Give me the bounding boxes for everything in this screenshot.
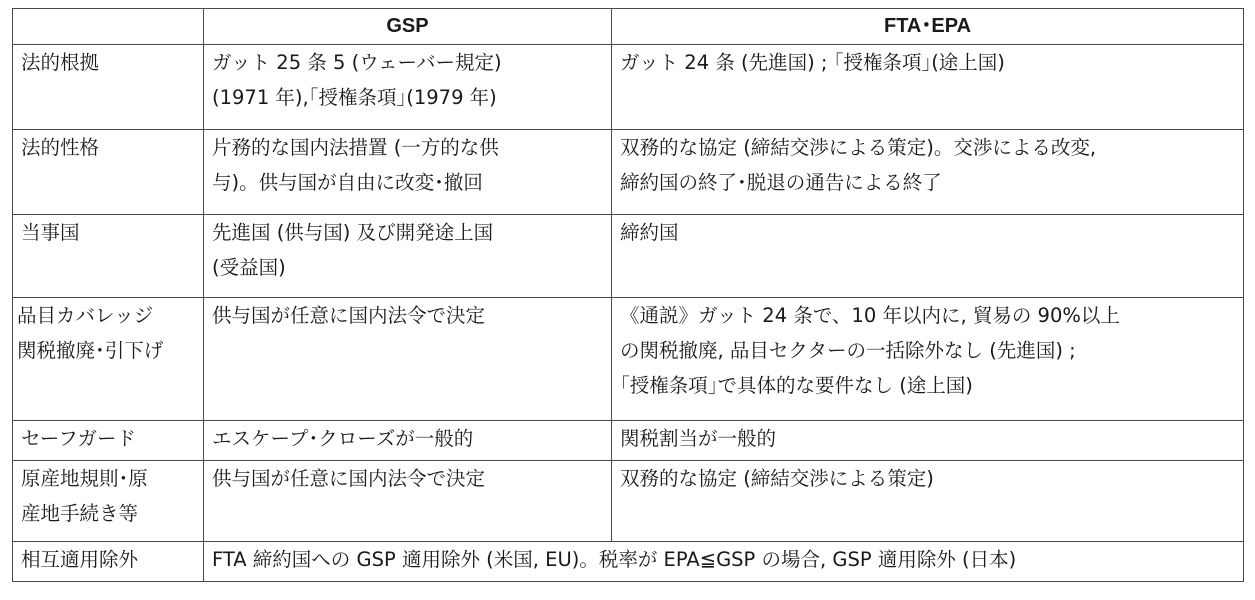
row-label-line: 関税撤廃･引下げ (17, 339, 164, 362)
gsp-cell (204, 461, 612, 542)
fta-line: 双務的な協定 (締結交渉による策定) (620, 467, 934, 490)
gsp-line: ガット 25 条 5 (ウェーバー規定) (212, 51, 502, 74)
fta-line: の関税撤廃, 品目セクターの一括除外なし (先進国) ; (620, 339, 1076, 362)
fta-line: ガット 24 条 (先進国) ; ｢授権条項｣(途上国) (620, 51, 1005, 74)
gsp-cell (204, 45, 612, 130)
fta-cell (612, 421, 1244, 461)
fta-line: 《通説》ガット 24 条で、10 年以内に, 貿易の 90%以上 (620, 304, 1120, 327)
fta-cell (612, 130, 1244, 215)
fta-line: ｢授権条項｣で具体的な要件なし (途上国) (620, 374, 973, 397)
header-gsp: GSP (204, 9, 612, 45)
row-mutual-exclusion (13, 542, 1244, 582)
row-safeguard (13, 421, 1244, 461)
gsp-cell (204, 215, 612, 298)
fta-line: 締約国 (620, 221, 679, 244)
gsp-line: (1971 年),｢授権条項｣(1979 年) (212, 86, 497, 109)
row-label-line: 原産地規則･原 (21, 467, 148, 490)
row-label-line: 法的根拠 (21, 51, 100, 74)
row-label (13, 298, 204, 421)
fta-line: 関税割当が一般的 (620, 427, 777, 450)
merged-cell (204, 542, 1244, 582)
row-parties (13, 215, 1244, 298)
row-rules-of-origin (13, 461, 1244, 542)
row-label-line: 法的性格 (21, 136, 100, 159)
gsp-line: (受益国) (212, 256, 286, 279)
fta-line: 締約国の終了･脱退の通告による終了 (620, 171, 942, 194)
row-legal-character (13, 130, 1244, 215)
gsp-cell (204, 130, 612, 215)
header-row (13, 9, 1244, 45)
row-label (13, 421, 204, 461)
row-label (13, 461, 204, 542)
row-label (13, 45, 204, 130)
comparison-table (12, 8, 1244, 582)
gsp-line: エスケープ･クローズが一般的 (212, 427, 474, 450)
merged-line: FTA 締約国への GSP 適用除外 (米国, EU)。税率が EPA≦GSP の場合, GSP 適用除外 (日本) (212, 548, 1017, 571)
row-legal-basis (13, 45, 1244, 130)
row-label (13, 215, 204, 298)
row-label-line: セーフガード (21, 427, 137, 450)
row-label (13, 130, 204, 215)
fta-cell (612, 45, 1244, 130)
header-blank (13, 9, 204, 45)
row-label (13, 542, 204, 582)
gsp-line: 供与国が任意に国内法令で決定 (212, 304, 486, 327)
row-label-line: 産地手続き等 (21, 502, 139, 525)
gsp-line: 与)。供与国が自由に改変･撤回 (212, 171, 483, 194)
gsp-line: 供与国が任意に国内法令で決定 (212, 467, 486, 490)
row-product-coverage (13, 298, 1244, 421)
fta-cell (612, 461, 1244, 542)
header-fta-epa: FTA･EPA (612, 9, 1244, 45)
gsp-line: 先進国 (供与国) 及び開発途上国 (212, 221, 494, 244)
row-label-line: 当事国 (21, 221, 80, 244)
row-label-line: 品目カバレッジ (17, 304, 154, 327)
fta-cell (612, 215, 1244, 298)
row-label-line: 相互適用除外 (21, 548, 139, 571)
fta-line: 双務的な協定 (締結交渉による策定)。交渉による改変, (620, 136, 1097, 159)
gsp-cell (204, 421, 612, 461)
gsp-line: 片務的な国内法措置 (一方的な供 (212, 136, 499, 159)
gsp-cell (204, 298, 612, 421)
fta-cell (612, 298, 1244, 421)
